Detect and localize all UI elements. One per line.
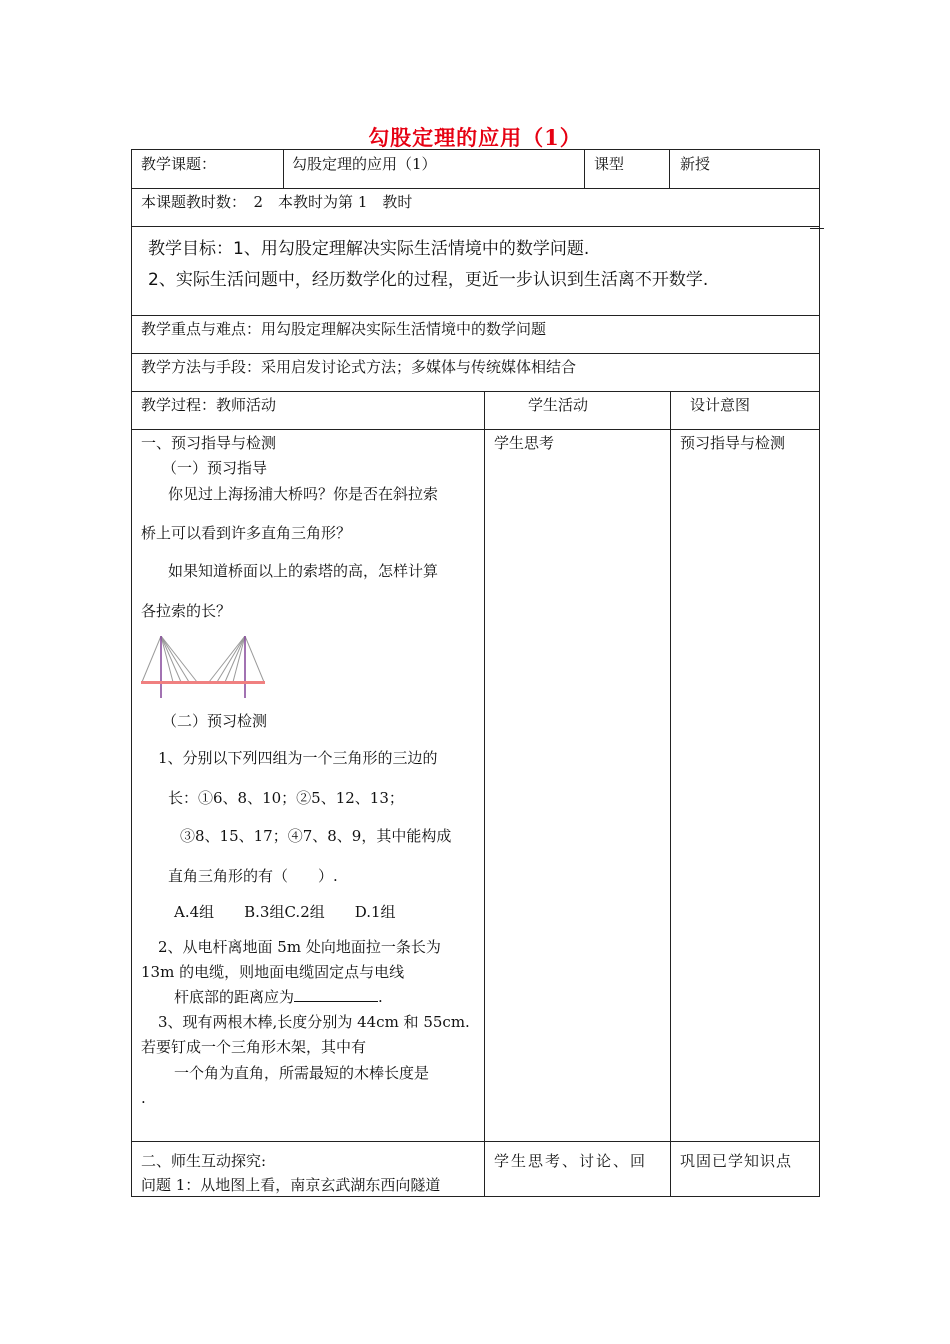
row-divider-mark <box>810 228 824 229</box>
cable-stayed-bridge-image <box>141 636 265 698</box>
lesson-type-label: 课型 <box>594 155 625 173</box>
goal-line-2: 2、实际生活问题中，经历数学化的过程，更近一步认识到生活离不开数学. <box>148 270 709 290</box>
lesson-hours: 本课题教时数： 2 本教时为第 1 教时 <box>141 193 413 211</box>
row-divider <box>132 315 819 316</box>
subsection-heading: （二）预习检测 <box>162 712 268 730</box>
key-points: 教学重点与难点：用勾股定理解决实际生活情境中的数学问题 <box>141 320 547 338</box>
paragraph-text: 各拉索的长？ <box>141 602 232 620</box>
col-divider <box>283 150 284 188</box>
answer-blank <box>294 987 378 1002</box>
answer-options: A.4组 B.3组C.2组 D.1组 <box>174 903 396 921</box>
row-divider <box>132 1141 819 1142</box>
design-intent-text: 巩固已学知识点 <box>680 1152 793 1170</box>
question-text: 2、从电杆离地面 5m 处向地面拉一条长为 <box>158 938 441 956</box>
question-text: . <box>141 1089 146 1107</box>
lesson-type-value: 新授 <box>680 155 711 173</box>
student-activity-text: 学生思考 <box>494 434 555 452</box>
row-divider <box>132 353 819 354</box>
paragraph-text: 桥上可以看到许多直角三角形？ <box>141 524 352 542</box>
question-text: 长：①6、8、10；②5、12、13； <box>168 789 404 807</box>
row-divider <box>132 391 819 392</box>
question-text: 3、现有两根木棒,长度分别为 44cm 和 55cm. <box>158 1013 470 1031</box>
row-divider <box>132 226 819 227</box>
col-divider <box>584 150 585 188</box>
question-text-lead: 杆底部的距离应为 <box>174 988 295 1006</box>
row-divider <box>132 429 819 430</box>
student-activity-text: 学生思考、讨论、回 <box>494 1152 648 1170</box>
design-intent-text: 预习指导与检测 <box>680 434 786 452</box>
paragraph-text: 你见过上海扬浦大桥吗？你是否在斜拉索 <box>168 485 439 503</box>
document-title: 勾股定理的应用（1） <box>368 125 582 150</box>
design-intent-header: 设计意图 <box>690 396 751 414</box>
lesson-plan-table <box>131 149 820 1197</box>
question-text: 若要钉成一个三角形木架，其中有 <box>141 1038 367 1056</box>
question-text-end: . <box>378 988 383 1006</box>
question-text: 一个角为直角，所需最短的木棒长度是 <box>174 1064 430 1082</box>
col-divider <box>669 150 670 188</box>
paragraph-text: 如果知道桥面以上的索塔的高，怎样计算 <box>168 562 439 580</box>
row-divider <box>132 188 819 189</box>
question-text <box>174 987 383 1007</box>
topic-label: 教学课题： <box>141 155 217 173</box>
subsection-heading: （一）预习指导 <box>162 459 268 477</box>
question-text: ③8、15、17；④7、8、9，其中能构成 <box>180 827 452 845</box>
col-divider <box>484 391 485 1196</box>
goal-line-1: 教学目标：1、用勾股定理解决实际生活情境中的数学问题. <box>148 239 590 259</box>
teacher-activity-header: 教学过程：教师活动 <box>141 396 277 414</box>
question-text: 13m 的电缆，则地面电缆固定点与电线 <box>141 963 405 981</box>
col-divider <box>670 391 671 1196</box>
section-heading: 二、师生互动探究: <box>141 1152 267 1170</box>
section-heading: 一、预习指导与检测 <box>141 434 277 452</box>
teaching-methods: 教学方法与手段：采用启发讨论式方法；多媒体与传统媒体相结合 <box>141 358 577 376</box>
question-text: 1、分别以下列四组为一个三角形的三边的 <box>158 749 438 767</box>
topic-value: 勾股定理的应用（1） <box>292 155 437 173</box>
question-text: 问题 1：从地图上看，南京玄武湖东西向隧道 <box>141 1176 441 1194</box>
student-activity-header: 学生活动 <box>528 396 589 414</box>
question-text: 直角三角形的有（ ）. <box>168 867 338 885</box>
